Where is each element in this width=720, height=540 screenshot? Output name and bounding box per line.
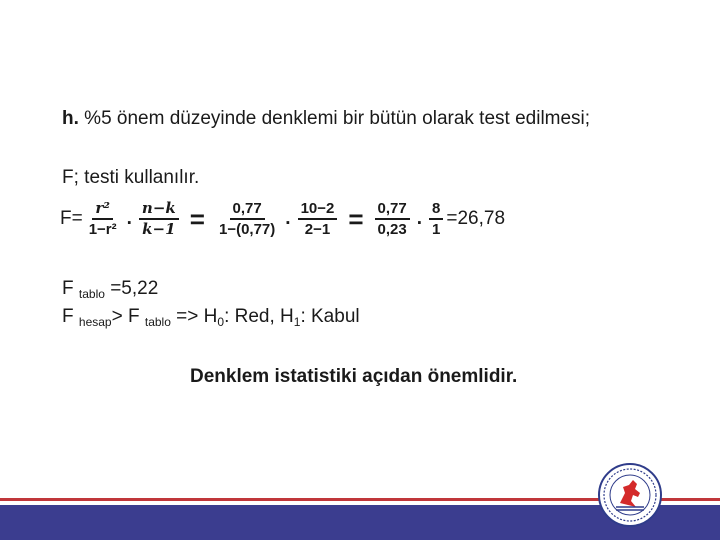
formula-result: =26,78 [446, 208, 506, 229]
formula-lhs: F= [60, 208, 83, 229]
fraction-numerator: 10−2 [298, 199, 338, 220]
university-seal-icon [598, 463, 662, 527]
fraction-numerator: n−k [139, 199, 179, 220]
tablo-subscript: tablo [78, 287, 105, 301]
multiply-dot: . [285, 208, 291, 229]
section-heading [62, 108, 590, 130]
implies-h: => H [170, 306, 218, 327]
equals-sign: = [348, 203, 364, 234]
red-h: : Red, H [224, 306, 294, 327]
multiply-dot: . [126, 208, 132, 229]
fraction-r2 [86, 199, 120, 239]
fraction-denominator: 2−1 [304, 221, 331, 238]
h0-subscript: 0 [217, 315, 225, 329]
test-statement: F; testi kullanılır. [62, 167, 200, 188]
fraction-numerator: 0,77 [230, 199, 265, 220]
fraction-denominator: 0,23 [377, 221, 407, 238]
fraction-numerator: 8 [429, 199, 443, 220]
hesap-subscript: hesap [78, 315, 112, 329]
kabul-text: : Kabul [300, 306, 360, 327]
h1-subscript: 1 [293, 315, 301, 329]
fraction-numerator: 0,77 [375, 199, 410, 220]
fraction-denominator: k−1 [142, 220, 176, 238]
fraction-denominator: 1−r² [88, 221, 117, 238]
f-tablo-line [62, 278, 158, 301]
f-formula [60, 193, 505, 245]
conclusion-text: Denklem istatistiki açıdan önemlidir. [190, 366, 518, 387]
heading-text: %5 önem düzeyinde denklemi bir bütün olarak test edilmesi; [78, 108, 591, 129]
fraction-values-2 [298, 199, 338, 239]
f-symbol: F [62, 278, 74, 299]
fraction-nk [139, 199, 179, 239]
multiply-dot: . [416, 208, 423, 229]
f-tablo-value: =5,22 [110, 278, 159, 299]
hypothesis-decision [62, 306, 360, 329]
fraction-values-3 [375, 199, 410, 239]
fraction-values-1 [216, 199, 278, 239]
greater-than-f: > F [111, 306, 140, 327]
fraction-denominator: 1−(0,77) [218, 221, 276, 238]
fraction-values-4 [429, 199, 443, 239]
f-symbol: F [62, 306, 74, 327]
fraction-numerator: r² [92, 199, 112, 220]
fraction-denominator: 1 [432, 221, 441, 238]
equals-sign: = [189, 203, 205, 234]
heading-label: h. [62, 108, 79, 129]
tablo-subscript: tablo [144, 315, 171, 329]
